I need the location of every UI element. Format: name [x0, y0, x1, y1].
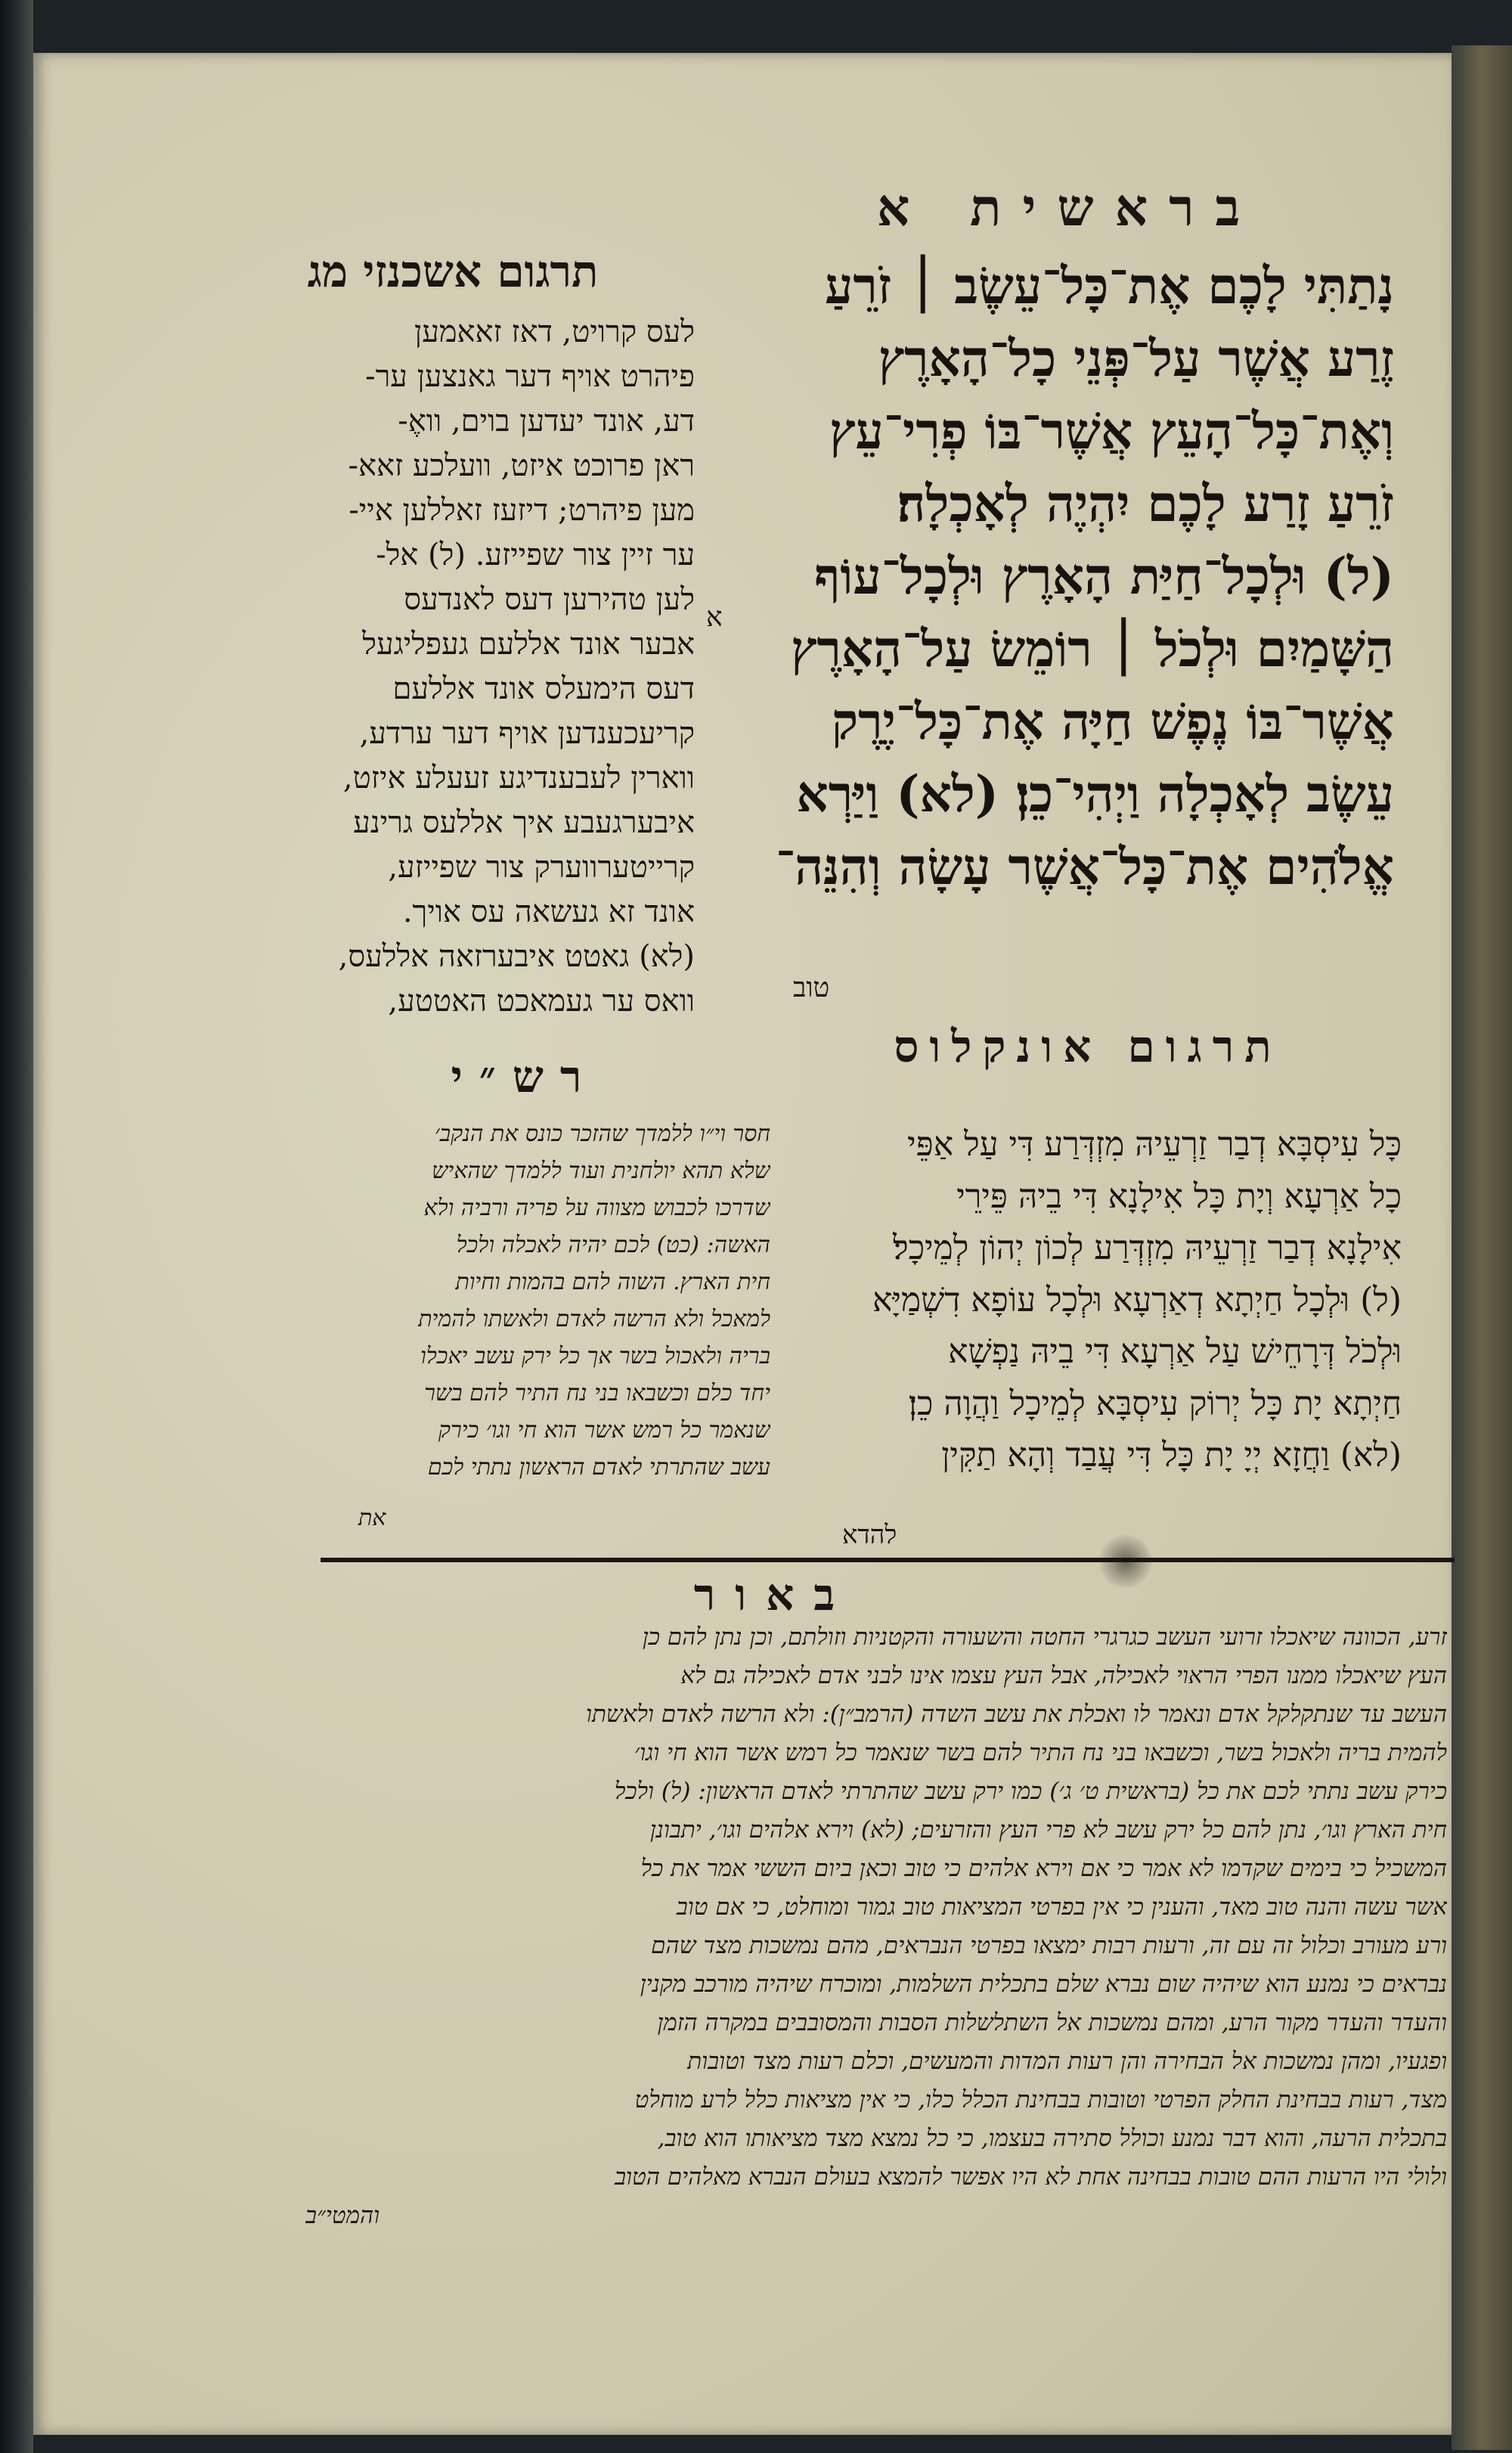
- ashkenazi-line: אבער אונד אללעם געפליגעל: [362, 627, 695, 662]
- section-divider: [321, 1558, 1455, 1562]
- ashkenazi-line: ער זיין צור שפייזע. (ל) אל-: [376, 538, 695, 572]
- ashkenazi-line: קרייטערווערק צור שפייזע,: [388, 850, 695, 885]
- main-text-line: הַשָּׁמַיִם וּלְכֹל ׀ רוֹמֵשׂ עַל־הָאָרֶץ: [790, 619, 1394, 678]
- rashi-line: חית הארץ. השוה להם בהמות וחיות: [455, 1269, 770, 1295]
- rashi-line: חסר וי״ו ללמדך שהזכר כונס את הנקב׳: [434, 1121, 770, 1147]
- onkelos-text-block: [820, 1119, 1402, 1482]
- ashkenazi-line: ראן פרוכט איזט, וועלכע זאא-: [348, 448, 695, 483]
- biur-line: ופגעיו, ומהן נמשכות אל הבחירה והן רעות המדות והמעשים, וכלם רעות מצד וטובות: [687, 2048, 1447, 2075]
- ashkenazi-text-block: [211, 310, 695, 1024]
- onkelos-line: חַיְתָא יָת כָּל יְרוֹק עִיסְבָּא לְמֵיכָל וַהֲוָה כֵן׃: [908, 1384, 1402, 1423]
- biur-line: כירק עשב נתתי לכם את כל (בראשית ט׳ ג׳) כמו ירק עשב שהתרתי לאדם הראשון: (ל) ולכל: [614, 1778, 1447, 1805]
- rashi-line: שנאמר כל רמש אשר הוא חי וגו׳ כירק: [438, 1417, 770, 1444]
- verse-marker: א: [706, 602, 723, 633]
- main-text-line: אֲשֶׁר־בּוֹ נֶפֶשׁ חַיָּה אֶת־כָּל־יֶרֶק: [831, 692, 1394, 751]
- onkelos-line: כָל אַרְעָא וְיָת כָּל אִילָנָא דִּי בֵיהּ פֵּירֵי: [956, 1177, 1402, 1216]
- main-header: בראשית א: [876, 178, 1262, 238]
- biur-line: ולולי היו הרעות ההם טובות בבחינה אחת לא היו אפשר להמצא בעולם הנברא מאלהים הטוב: [615, 2163, 1447, 2191]
- onkelos-header: תרגום אונקלוס: [894, 1021, 1282, 1072]
- ashkenazi-line: דע, אונד יעדען בוים, וואֶ-: [398, 404, 695, 439]
- biur-line: זרע, הכוונה שיאכלו זרועי העשב כגרגרי החטה והשעורה והקטניות וזולתם, וכן נתן להם כן: [642, 1623, 1447, 1651]
- rashi-line: שלא תהא יולחנית ועוד ללמדך שהאיש: [432, 1158, 770, 1184]
- rashi-line: שדרכו לכבוש מצווה על פריה ורביה ולא: [423, 1195, 770, 1221]
- ashkenazi-line: לעס קרויט, דאז זאאמען: [414, 315, 695, 349]
- rashi-text-block: [309, 1115, 770, 1486]
- main-text-line: זֶרַע אֲשֶׁר עַל־פְּנֵי כָל־הָאָרֶץ: [878, 329, 1394, 388]
- ashkenazi-line: פיהרט אויף דער גאנצען ער-: [365, 359, 695, 394]
- next-page-edge: [1452, 45, 1512, 2450]
- biur-line: העץ שיאכלו ממנו הפרי הראוי לאכילה, אבל העץ עצמו אינו לבני אדם לאכילה גם לא: [680, 1662, 1447, 1689]
- biur-line: להמית בריה ולאכול בשר, וכשבאו בני נח התיר להם בשר שנאמר כל רמש אשר הוא חי וגו׳: [634, 1739, 1447, 1766]
- biur-line: העשב עד שנתקלקל אדם ונאמר לו ואכלת את עשב השדה (הרמב״ן): ולא הרשה לאדם ולאשתו: [586, 1701, 1447, 1728]
- biur-text-block: [305, 1618, 1447, 2235]
- onkelos-line: אִילָנָא דְבַר זַרְעֵיהּ מִזְדְּרַע לְכוֹן יְהוֹן לְמֵיכָל׃: [893, 1229, 1402, 1267]
- main-text-line: זֹרֵעַ זָרַע לָכֶם יִהְיֶה לְאָכְלָה׃: [897, 474, 1394, 533]
- rashi-line: למאכל ולא הרשה לאדם ולאשתו להמית: [418, 1306, 770, 1332]
- biur-line: מצד, רעות בבחינת החלק הפרטי וטובות בבחינת הכלל כלו, כי אין מציאות כלל לרע מוחלט: [634, 2086, 1447, 2113]
- main-catchword: טוב: [793, 972, 830, 1003]
- rashi-line: האשה: (כט) לכם יהיה לאכלה ולכל: [456, 1232, 770, 1258]
- ashkenazi-line: ווארין לעבענדיגע זעעלע איזט,: [342, 761, 695, 795]
- rashi-line: בריה ולאכול בשר אך כל ירק עשב יאכלו: [420, 1343, 770, 1369]
- binding-edge: [0, 0, 33, 2453]
- onkelos-line: (ל) וּלְכָל חַיְתָא דְאַרְעָא וּלְכָל עוֹפָא דִשְׁמַיָּא: [872, 1280, 1402, 1320]
- biur-line: המשכיל כי בימים שקדמו לא אמר כי אם וירא אלהים כי טוב וכאן ביום הששי אמר את כל: [640, 1855, 1447, 1882]
- biur-line: והעדר והעדר מקור הרע, ומהם נמשכות אל השתלשלות הסבות והמסובבים במקרה הזמן: [657, 2009, 1447, 2036]
- biur-line: ורע מעורב וכלול זה עם זה, ורעות רבות ימצאו בפרטי הנבראים, מהם נמשכות מצד שהם: [651, 1932, 1447, 1959]
- rashi-catchword: את: [358, 1505, 386, 1531]
- rashi-line: יחד כלם וכשבאו בני נח התיר להם בשר: [424, 1380, 770, 1406]
- main-text-line: עֵשֶׂב לְאָכְלָה וַיְהִי־כֵן׃ (לא) וַיַּרְא: [796, 764, 1394, 823]
- ashkenazi-line: אונד זא געשאה עס אויך.: [402, 895, 695, 929]
- biur-header: באור: [693, 1569, 855, 1620]
- ashkenazi-line: וואס ער געמאכט האטטע,: [388, 984, 695, 1019]
- ashkenazi-line: (לא) גאטט איבערזאה אללעס,: [338, 939, 695, 974]
- onkelos-line: כָּל עִיסְבָּא דְבַר זַרְעֵיהּ מִזְדְּרַע דִּי עַל אַפֵּי: [907, 1125, 1402, 1164]
- biur-catchword: והמטי״ב: [305, 2202, 380, 2229]
- biur-line: חית הארץ וגו׳, נתן להם כל ירק עשב לא פרי העץ והזרעים; (לא) וירא אלהים וגו׳, יתבונן: [649, 1816, 1447, 1844]
- biur-line: נבראים כי נמנע הוא שיהיה שום נברא שלם בתכלית השלמות, ומוכרח שיהיה מורכב מקנין: [640, 1971, 1447, 1998]
- rashi-line: עשב שהתרתי לאדם הראשון נתתי לכם: [427, 1454, 770, 1481]
- onkelos-catchword: להדא: [842, 1520, 897, 1550]
- ashkenazi-line: לען טהירען דעס לאנדעס: [404, 582, 695, 617]
- biur-line: בתכלית הרעה, והוא דבר נמנע וכולל סתירה בעצמו, כי כל נמצא מצד מציאותו הוא טוב,: [657, 2125, 1447, 2152]
- ashkenazi-line: איבערגעבע איך אללעס גרינע: [353, 805, 695, 840]
- main-text-line: וְאֶת־כָּל־הָעֵץ אֲשֶׁר־בּוֹ פְרִי־עֵץ: [829, 402, 1394, 461]
- main-text-line: (ל) וּלְכָל־חַיַּת הָאָרֶץ וּלְכָל־עוֹף: [814, 547, 1394, 606]
- ink-blot: [1099, 1535, 1152, 1588]
- biur-line: אשר עשה והנה טוב מאד, והענין כי אין בפרטי המציאות טוב גמור ומוחלט, כי אם טוב: [676, 1893, 1447, 1921]
- ashkenazi-line: דעס הימעלס אונד אללעם: [392, 671, 695, 706]
- ashkenazi-line: קריעכענדען אויף דער ערדע,: [359, 716, 695, 751]
- ashkenazi-header: תרגום אשכנזי מג: [307, 246, 599, 297]
- onkelos-line: (לא) וַחֲזָא יְיָ יָת כָּל דִּי עֲבַד וְהָא תַקִּין: [941, 1436, 1402, 1475]
- rashi-header: רש״י: [451, 1051, 599, 1102]
- main-text-block: [729, 250, 1394, 903]
- onkelos-line: וּלְכֹל דְּרָחֵישׁ עַל אַרְעָא דִּי בֵיהּ נַפְשָׁא: [948, 1332, 1402, 1371]
- main-text-line: אֱלֹהִים אֶת־כָּל־אֲשֶׁר עָשָׂה וְהִנֵּה־: [775, 837, 1394, 896]
- ashkenazi-line: מען פיהרט; דיזעז זאללען איי-: [349, 493, 695, 528]
- main-text-line: נָתַתִּי לָכֶם אֶת־כָּל־עֵשֶׂב ׀ זֹרֵעַ: [824, 256, 1394, 315]
- book-page: [33, 53, 1452, 2435]
